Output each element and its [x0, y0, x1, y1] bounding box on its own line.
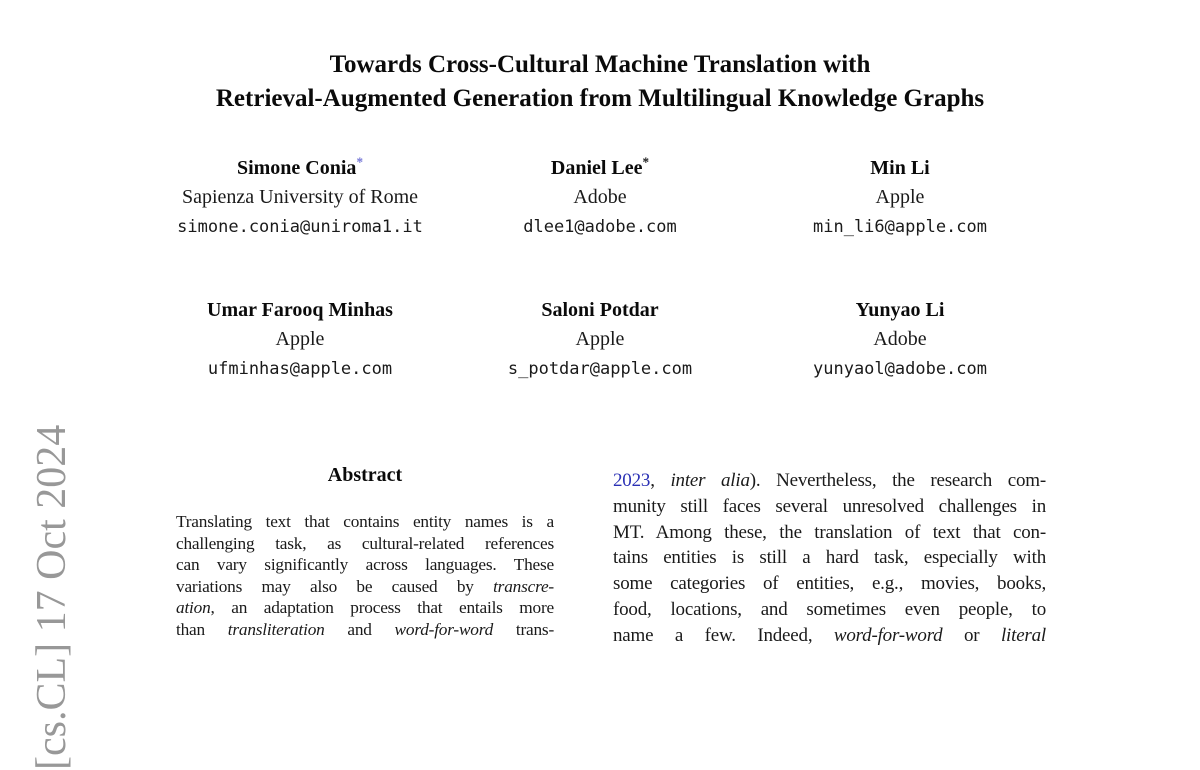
text-segment: some categories of entities, e.g., movies, books, [613, 573, 1046, 595]
paper-title-line2: Retrieval-Augmented Generation from Multilingual Knowledge Graphs [215, 85, 985, 112]
author-name-text: Yunyao Li [855, 299, 945, 321]
text-segment: transliteration [227, 619, 325, 639]
text-segment: ). Nevertheless, the research com- [749, 470, 1046, 491]
text-line [176, 597, 554, 619]
text-segment: munity still faces several unresolved challenges in [613, 495, 1046, 517]
footnote-asterisk[interactable]: * [642, 154, 650, 170]
author-name [450, 296, 750, 325]
text-segment: word-for-word [394, 619, 494, 639]
text-line [613, 545, 1046, 571]
text-segment: literal [1000, 624, 1046, 646]
text-segment: inter alia [670, 470, 750, 491]
author-name [450, 154, 750, 183]
text-segment: tains entities is still a hard task, especially with [613, 547, 1046, 569]
text-line [176, 576, 554, 598]
text-segment: trans- [493, 619, 554, 639]
author-affiliation: Adobe [873, 328, 927, 350]
text-segment: , an adaptation process that entails more [210, 598, 554, 617]
text-line [613, 597, 1046, 623]
text-line [613, 520, 1046, 546]
author-name-text: Daniel Lee [550, 157, 643, 179]
author-name-text: Min Li [870, 157, 930, 179]
author-affiliation: Sapienza University of Rome [181, 186, 419, 208]
author-name [750, 296, 1050, 325]
text-line [613, 571, 1046, 597]
text-segment: and [324, 619, 395, 639]
author-row-2 [150, 296, 1050, 384]
text-segment: word-for-word [833, 624, 943, 646]
text-segment: or [942, 624, 1001, 646]
text-segment: , [650, 470, 671, 491]
author-block-3 [750, 154, 1050, 242]
text-line [613, 494, 1046, 520]
author-name [150, 296, 450, 325]
author-block-6 [750, 296, 1050, 384]
author-email: yunyaol@adobe.com [813, 359, 987, 379]
abstract-body [176, 511, 554, 640]
author-email: ufminhas@apple.com [207, 359, 393, 379]
text-segment: Translating text that contains entity names is a [176, 512, 554, 531]
text-segment: MT. Among these, the translation of text that con- [613, 521, 1046, 543]
paper-title [0, 48, 1200, 116]
author-name-text: Umar Farooq Minhas [207, 299, 393, 321]
author-block-1 [150, 154, 450, 242]
author-email: simone.conia@uniroma1.it [177, 217, 423, 237]
text-line [176, 511, 554, 533]
text-segment: ation [176, 598, 211, 617]
text-line [613, 468, 1046, 494]
text-segment: variations may also be caused by [176, 576, 494, 596]
text-line [176, 533, 554, 555]
author-name [150, 154, 450, 183]
author-row-1 [150, 154, 1050, 242]
paper-title-line1: Towards Cross-Cultural Machine Translation with [329, 51, 871, 78]
text-segment: than [176, 619, 228, 639]
author-block-5 [450, 296, 750, 384]
author-email: s_potdar@apple.com [507, 359, 693, 379]
text-segment: challenging task, as cultural-related references [176, 533, 554, 553]
footnote-asterisk[interactable]: * [356, 154, 364, 170]
text-segment: transcre- [493, 576, 554, 596]
text-line [176, 619, 554, 641]
abstract-heading: Abstract [327, 464, 403, 486]
author-affiliation: Apple [275, 328, 325, 350]
author-block-2 [450, 154, 750, 242]
text-segment: name a few. Indeed, [613, 624, 834, 646]
text-segment: can vary significantly across languages. These [176, 555, 554, 574]
author-name-text: Simone Conia [236, 157, 357, 179]
author-affiliation: Apple [575, 328, 625, 350]
author-email: min_li6@apple.com [813, 217, 987, 237]
author-email: dlee1@adobe.com [523, 217, 677, 237]
text-line [613, 623, 1046, 649]
author-affiliation: Adobe [573, 186, 627, 208]
author-name [750, 154, 1050, 183]
text-line [176, 554, 554, 576]
author-name-text: Saloni Potdar [541, 299, 659, 321]
intro-column-text [613, 468, 1046, 649]
author-block-4 [150, 296, 450, 384]
author-affiliation: Apple [875, 186, 925, 208]
citation-link[interactable]: 2023 [613, 470, 651, 491]
arxiv-margin-stamp: [cs.CL] 17 Oct 2024 [29, 424, 75, 770]
text-segment: food, locations, and sometimes even people, to [613, 598, 1046, 620]
